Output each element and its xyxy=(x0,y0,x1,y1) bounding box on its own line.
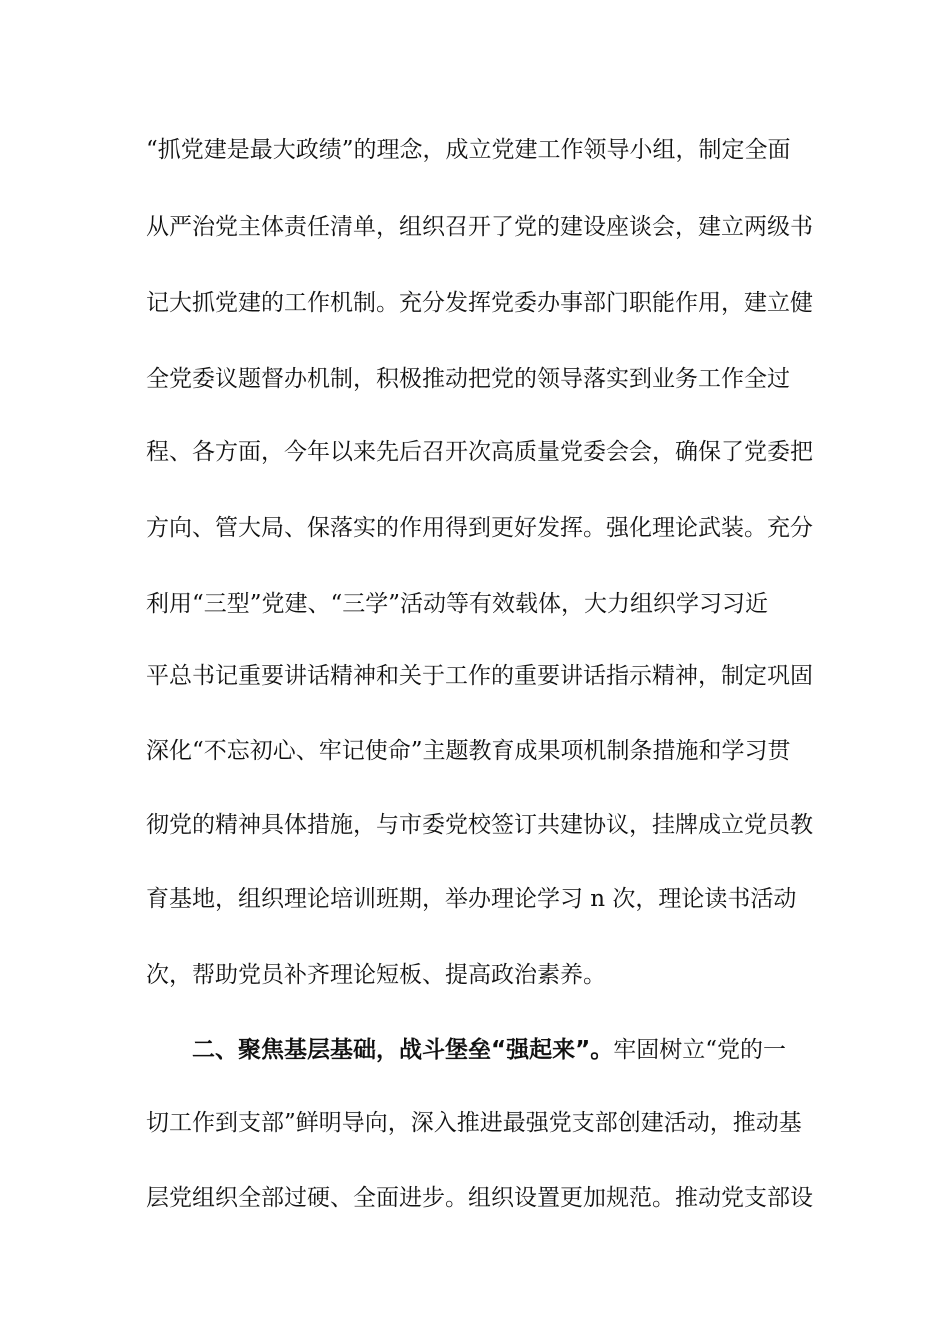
body-line: 平总书记重要讲话精神和关于工作的重要讲话指示精神，制定巩固 xyxy=(146,663,813,689)
body-line: 方向、管大局、保落实的作用得到更好发挥。强化理论武装。充分 xyxy=(146,515,813,541)
body-line: 切工作到支部”鲜明导向，深入推进最强党支部创建活动，推动基 xyxy=(146,1110,802,1136)
body-line: 从严治党主体责任清单，组织召开了党的建设座谈会，建立两级书 xyxy=(146,214,813,240)
body-line: 记大抓党建的工作机制。充分发挥党委办事部门职能作用，建立健 xyxy=(146,290,813,316)
body-line: 全党委议题督办机制，积极推动把党的领导落实到业务工作全过 xyxy=(146,366,790,392)
body-line: 层党组织全部过硬、全面进步。组织设置更加规范。推动党支部设 xyxy=(146,1185,813,1211)
body-line: 深化“不忘初心、牢记使命”主题教育成果项机制条措施和学习贯 xyxy=(146,738,791,764)
section-heading: 二、聚焦基层基础，战斗堡垒“强起来”。 xyxy=(192,1037,614,1063)
body-line: “抓党建是最大政绩”的理念，成立党建工作领导小组，制定全面 xyxy=(146,137,791,163)
body-line: 程、各方面，今年以来先后召开次高质量党委会会，确保了党委把 xyxy=(146,439,813,465)
body-line: 育基地，组织理论培训班期，举办理论学习 n 次，理论读书活动 xyxy=(146,886,797,912)
body-line: 利用“三型”党建、“三学”活动等有效载体，大力组织学习习近 xyxy=(146,591,769,617)
body-line: 次，帮助党员补齐理论短板、提高政治素养。 xyxy=(146,962,606,988)
section-heading-line xyxy=(192,1030,852,1070)
section-heading-tail: 牢固树立“党的一 xyxy=(613,1037,786,1063)
body-line: 彻党的精神具体措施，与市委党校签订共建协议，挂牌成立党员教 xyxy=(146,812,813,838)
